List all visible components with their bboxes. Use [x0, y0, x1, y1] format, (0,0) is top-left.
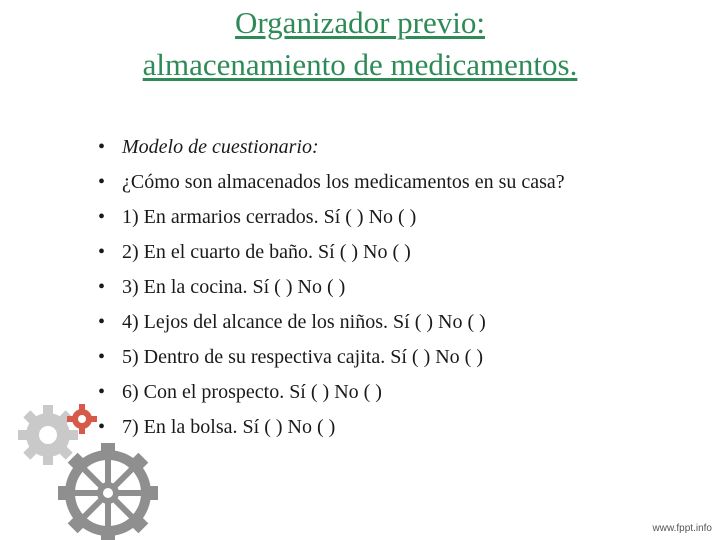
bullet-text: 7) En la bolsa. Sí ( ) No ( ) [122, 416, 336, 438]
title-line-2 [0, 44, 720, 86]
gears-icon [0, 395, 170, 540]
title-line-2-text: almacenamiento de medicamentos [142, 47, 570, 82]
bullet-item [98, 165, 565, 200]
bullet-text: 4) Lejos del alcance de los niños. Sí ( ) No ( ) [122, 311, 486, 333]
bullet-text: 3) En la cocina. Sí ( ) No ( ) [122, 276, 346, 298]
bullet-text: 2) En el cuarto de baño. Sí ( ) No ( ) [122, 241, 411, 263]
bullet-text: ¿Cómo son almacenados los medicamentos en su casa? [122, 171, 565, 193]
small-gear-icon [18, 405, 78, 465]
bullet-text: 1) En armarios cerrados. Sí ( ) No ( ) [122, 206, 417, 228]
slide-title [0, 0, 720, 86]
footer-watermark: www.fppt.info [652, 523, 712, 534]
bullet-item [98, 130, 565, 165]
bullet-item [98, 340, 565, 375]
bullet-text: 6) Con el prospecto. Sí ( ) No ( ) [122, 381, 382, 403]
bullet-text: Modelo de cuestionario: [122, 136, 319, 158]
large-gear-icon [58, 443, 158, 540]
bullet-item [98, 235, 565, 270]
bullet-text: 5) Dentro de su respectiva cajita. Sí ( ) No ( ) [122, 346, 483, 368]
red-gear-icon [67, 404, 97, 434]
title-line-1: Organizador previo: [235, 5, 485, 40]
bullet-item [98, 270, 565, 305]
title-line-2-suffix: . [569, 47, 578, 82]
bullet-item [98, 200, 565, 235]
bullet-item [98, 305, 565, 340]
